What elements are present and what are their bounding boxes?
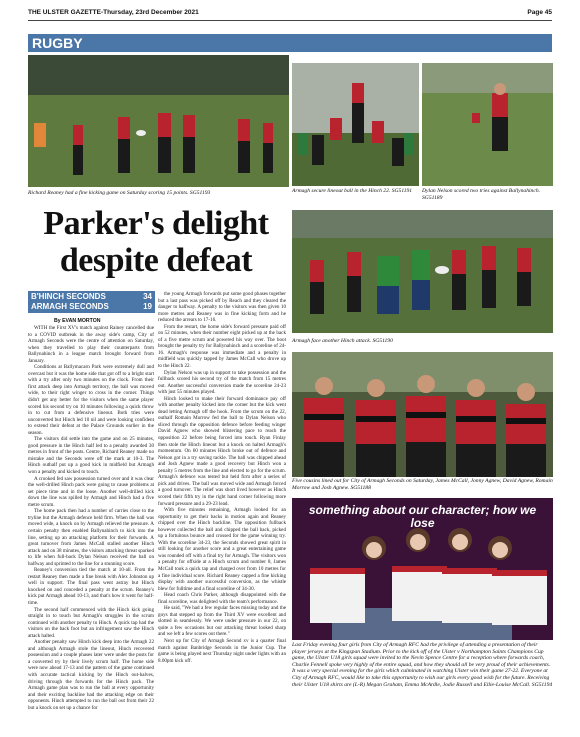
article-paragraph: He said, "We had a few regular faces missing today and the guys that stepped up from the Third XV were excellent and slotted in seamlessly. We were under pressure in our 22, on quite a few occasions but our attacking threat looked sharp and we left a few scores out there." bbox=[158, 605, 286, 638]
home-score: 34 bbox=[143, 292, 152, 301]
article-paragraph: From the restart, the home side's forward pressure paid off on 52 minutes, when their number eight picked up at the back of a five metre scrum and powered his way over. The boot brought the penalty try for Ballynahinch and a scoreline of 24-16. Armagh's response was immediate and a penalty in midfield was quickly tapped by James McCall who drove up to the Hinch 22. bbox=[158, 323, 286, 370]
away-score: 19 bbox=[143, 302, 152, 311]
masthead bbox=[28, 9, 552, 21]
caption-photo2: Armagh secure lineout ball in the Hinch 22. SG51191 bbox=[292, 188, 413, 194]
article-paragraph: Conditions at Ballymacarn Park were extremely dull and overcast but it was the home side that got off to a bright start with a try after only two minutes on the clock. From their first attack deep into Armagh territory, the ball was moved wide, to their right winger to cross in the corner. Things didn't get any better for the visitors when the same player scored his second try on 10 minutes following a quick throw in to cut from a defensive lineout. Both tries were unconverted but Hinch led 10 nil and were looking confident to extend their defeat at the Palace Grounds earlier in the season. bbox=[28, 364, 154, 436]
caption-photo4: Armagh face another Hinch attack. SG51190 bbox=[292, 338, 393, 344]
headline bbox=[28, 205, 284, 279]
article-paragraph: Another penalty saw Hinch kick deep into the Armagh 22 and although Armagh stole the lineout, Hinch recovered possession and a couple phases later were under the posts for a converted try by their lively scrum half. The home side were now ahead 17-13 and the pattern of the game continued with accurate tactical kicking by the Hinch out-halves, driving through the forwards for the Hinch pack. The Armagh game plan was to run the ball at every opportunity and their exciting backline had the attacking edge on their opponents. Hinch attempted to run the ball out from their 22 but a knock on set up a chance for bbox=[28, 639, 154, 711]
headline-line-1: Parker's delight bbox=[43, 205, 269, 242]
home-team: B'HINCH SECONDS bbox=[31, 292, 106, 301]
photo-ulster-girls bbox=[292, 498, 553, 640]
article-paragraph: The second half commenced with the Hinch kick going straight in to touch but Armagh's struggles in the scrum continued with another penalty to Hinch. A quick tap had the visitors on the back foot but an infringement saw the Hinch attack halted. bbox=[28, 606, 154, 639]
photo-reaney-kicking bbox=[28, 55, 289, 187]
banner-text: something about our character; how we lose bbox=[308, 503, 537, 530]
section-header: RUGBY bbox=[28, 34, 552, 52]
photo-hinch-attack bbox=[292, 210, 553, 333]
article-paragraph: A crooked fed saw possession turned over and it was clear the well-drilled Hinch pack were going to cause problems at set piece time and in the loose. Another well-drilled kick down the line was spilled by Armagh and Hinch had a five metre scrum. bbox=[28, 475, 154, 508]
masthead-title: THE ULSTER GAZETTE-Thursday, 23rd December 2021 bbox=[28, 9, 199, 16]
article-paragraph: The home pack then had a number of carries close to the tryline but the Armagh defence held firm. When the ball was moved wide, a knock on by Armagh relieved the pressure. A certain penalty then enabled Ballynahinch to kick into the line, setting up an attacking platform for their forwards. A great turnover from James McCall stalled another Hinch attack and on 38 minutes, the visitors attacking threat sparked to life when full-back Dylan Nelson received the ball on halfway and sprinted to the line for a stunning score. bbox=[28, 508, 154, 567]
away-team: ARMAGH SECONDS bbox=[31, 302, 109, 311]
article-paragraph: The visitors did settle into the game and on 25 minutes, good pressure in the Hinch half led to a penalty awarded 30 metres in front of the posts. Centre, Richard Reaney made no mistake and the Seconds were off the mark at 10-3. The Hinch outhalf put up a good kick in midfield but Armagh won a penalty and kicked to touch. bbox=[28, 436, 154, 476]
article-paragraph: Hinch looked to make their forward dominance pay off with another penalty kicked into the corner but the kick went dead letting Armagh off the hook. From the scrum on the 22, outhalf Romain Morrow fed the ball to Dylan Nelson who sliced through the opposition defence before feeding winger David Agnew who showed blistering pace to reach the opposition 22 before being forced into touch. Ryan Finlay then stole the Hinch lineout but a knock on halted Armagh's momentum. On 60 minutes Hinch broke out of defence and Nelson got in a try saving tackle. The ball was chipped ahead and Josh Agnew made a good recovery but Hinch won a penalty 5 metres from the line and elected to go for the scrum. Armagh's defence was tested but held firm after a series of pick and drives. The ball was moved wide and Armagh forced a good turnover. The relief was short lived however as Hinch scored their fifth try in the right hand corner following more forward pressure and a 29-23 lead. bbox=[158, 395, 286, 507]
headline-line-2: despite defeat bbox=[59, 242, 253, 279]
caption-photo3: Dylan Nelson scored two tries against Ballynahinch. SG51189 bbox=[422, 188, 541, 201]
page-number: Page 45 bbox=[527, 9, 552, 16]
article-paragraph: Next up for City of Armagh Second xv is a quarter final match against Banbridge Seconds in the Junior Cup. The game is being played next Thursday night under lights with an 8.00pm kick off. bbox=[158, 637, 286, 664]
article-paragraph: Reaney's conversion tied the match at 10-all. From the restart Reaney then made a fine break with Alex Johnston up well in support. The final pass went astray but Hinch knocked on and conceded a penalty at the scrum. Reaney's kick put Armagh ahead 10-13, and that's how it went for half-time. bbox=[28, 567, 154, 606]
photo-nelson-running bbox=[422, 63, 553, 186]
article-column-1 bbox=[28, 325, 154, 731]
article-paragraph: Head coach Chris Parker, although disappointed with the final scoreline, was delighted with the team's performance. bbox=[158, 592, 286, 605]
photo-five-cousins bbox=[292, 352, 553, 477]
caption-photo5: Five cousins lined out for City of Armagh Seconds on Saturday, James McCall, Jonny Agnew, David Agnew, Romain Morrow and Josh Agnew. SG51188 bbox=[292, 478, 553, 491]
article-column-2 bbox=[158, 291, 286, 731]
scoreline-box bbox=[28, 291, 155, 313]
article-paragraph: With five minutes remaining, Armagh looked for an opportunity to get their backs in motion again and Reaney chipped over the Hinch backline. The opposition fullback however collected the ball and chipped the ball back, picked up a fortuitous bounce and crossed for the game winning try. With the scoreline 34-23, the Seconds showed great spirit in still looking for another score and a great entertaining game was rounded off with a final try for Armagh. The visitors won a penalty for offside at a Hinch scrum and number 8, James McCall took a quick tap and charged over from 10 metres for a fine individual score. Richard Reaney capped a fine kicking display with another successful conversion, as the whistle blew for fulltime and a final scoreline of 34-30. bbox=[158, 507, 286, 592]
article-paragraph: WITH the First XV's match against Rainey cancelled due to a COVID outbreak in the away side's camp, City of Armagh Seconds were the centre of attention on Saturday, when they travelled to play their counterparts from Ballynahinch in a league match brought forward from January. bbox=[28, 325, 154, 364]
photo-lineout bbox=[292, 63, 419, 186]
caption-photo6: Last Friday evening four girls from City of Armagh RFC had the privilege of attending a presentation of their player jerseys at the Kingspan Stadium. Prior to the kick off of the Ulster v Northampton Saints Champions Cup game, the Ulster U18 girls squad were invited to the Nevin Spence Centre for a reception where forwards coach, Charlie Fennell spoke very highly of the entire squad, and how they should all be very proud of their achievements. It was a very special evening for the girls which culminated in watching Ulster win their game 27-22. Everyone at City of Armagh RFC, would like to take this opportunity to wish our girls every good wish for the future. Receiving their Ulster U18 shirts are (L-R) Megan Graham, Emma McArdle, Jodie Russell and Ellie-Louise McCall. SG51194 bbox=[292, 642, 553, 688]
article-paragraph: Dylan Nelson was up in support to take possession and the fullback scored his second try of the match from 15 metres out. Another successful conversion made the scoreline 24-23 with just 55 minutes played. bbox=[158, 369, 286, 396]
byline: By EVAN MORTON bbox=[54, 318, 101, 324]
article-paragraph: the young Armagh forwards put some good phases together but a last pass was picked off by Reach and they cleared the danger to halfway. A penalty to the visitors was then given 10 more metres and Reaney was in fine kicking form and he reduced the arrears to 17-16. bbox=[158, 291, 286, 324]
caption-photo1: Richard Reaney had a fine kicking game on Saturday scoring 15 points. SG51193 bbox=[28, 190, 211, 196]
